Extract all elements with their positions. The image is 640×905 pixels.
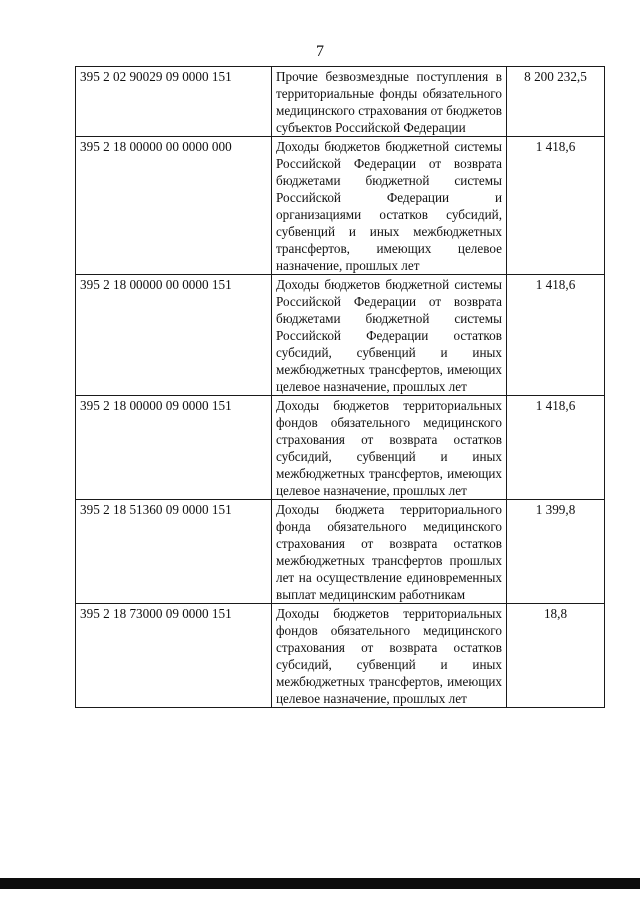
amount-cell: 1 418,6 xyxy=(507,137,605,275)
amount-cell: 8 200 232,5 xyxy=(507,67,605,137)
budget-code-cell: 395 2 02 90029 09 0000 151 xyxy=(76,67,272,137)
scan-edge-bar xyxy=(0,878,640,889)
description-cell: Доходы бюджетов бюджетной системы Российской Федерации от возврата бюджетами бюджетной системы Российской Федерации и организациями остатков субсидий, субвенций и иных межбюджетных трансфертов, имеющих целевое назначение, прошлых лет xyxy=(272,137,507,275)
table-row xyxy=(76,396,605,500)
page-number: 7 xyxy=(316,43,324,60)
budget-code-cell: 395 2 18 73000 09 0000 151 xyxy=(76,604,272,708)
budget-code-cell: 395 2 18 00000 09 0000 151 xyxy=(76,396,272,500)
description-cell: Доходы бюджетов территориальных фондов обязательного медицинского страхования от возврата остатков субсидий, субвенций и иных межбюджетных трансфертов, имеющих целевое назначение, прошлых лет xyxy=(272,396,507,500)
budget-code-cell: 395 2 18 00000 00 0000 000 xyxy=(76,137,272,275)
budget-revenue-table xyxy=(75,66,605,708)
description-cell: Доходы бюджета территориального фонда обязательного медицинского страхования от возврата остатков межбюджетных трансфертов прошлых лет на осуществление единовременных выплат медицинским работникам xyxy=(272,500,507,604)
table-row xyxy=(76,275,605,396)
table-row xyxy=(76,500,605,604)
description-cell: Доходы бюджетов бюджетной системы Российской Федерации от возврата бюджетами бюджетной системы Российской Федерации остатков субсидий, субвенций и иных межбюджетных трансфертов, имеющих целевое назначение, прошлых лет xyxy=(272,275,507,396)
table-row xyxy=(76,137,605,275)
budget-code-cell: 395 2 18 51360 09 0000 151 xyxy=(76,500,272,604)
amount-cell: 1 399,8 xyxy=(507,500,605,604)
description-cell: Доходы бюджетов территориальных фондов обязательного медицинского страхования от возврата остатков субсидий, субвенций и иных межбюджетных трансфертов, имеющих целевое назначение, прошлых лет xyxy=(272,604,507,708)
amount-cell: 18,8 xyxy=(507,604,605,708)
amount-cell: 1 418,6 xyxy=(507,275,605,396)
amount-cell: 1 418,6 xyxy=(507,396,605,500)
table-row xyxy=(76,67,605,137)
table-row xyxy=(76,604,605,708)
description-cell: Прочие безвозмездные поступления в территориальные фонды обязательного медицинского страхования от бюджетов субъектов Российской Федерации xyxy=(272,67,507,137)
budget-code-cell: 395 2 18 00000 00 0000 151 xyxy=(76,275,272,396)
